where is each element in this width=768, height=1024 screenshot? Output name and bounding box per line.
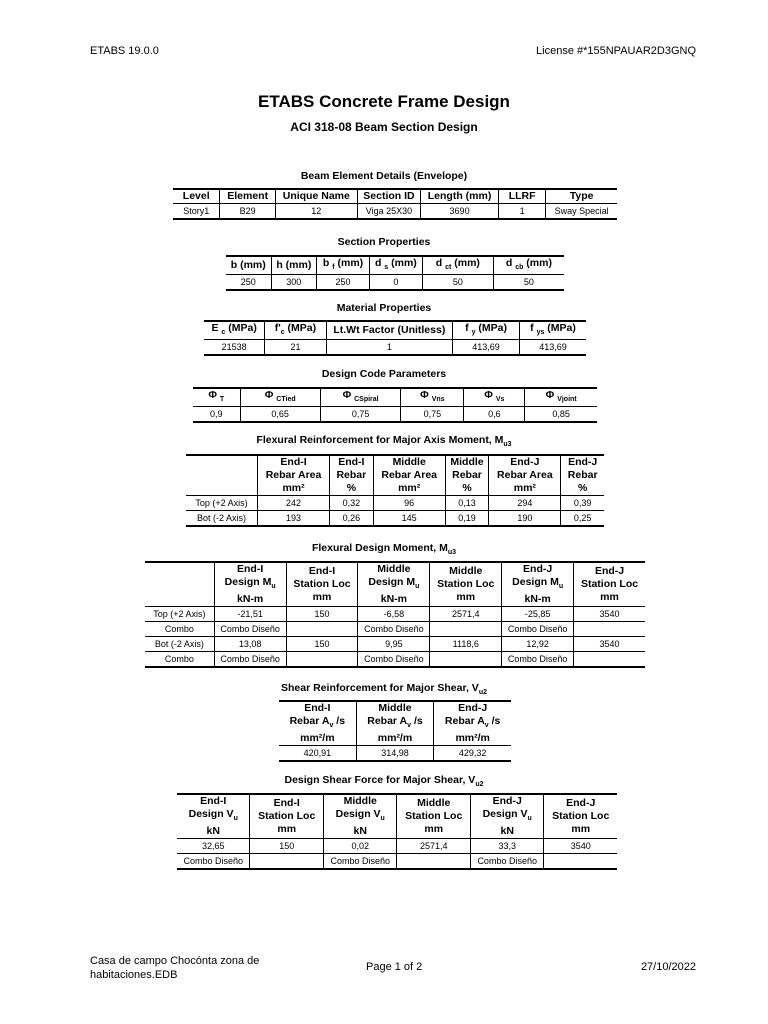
cell [430,652,502,668]
col-blank [145,562,214,607]
cell: 413,69 [453,340,520,356]
col-endi-station: End-I Station Loc mm [286,562,358,607]
cell: 420,91 [279,746,356,762]
shear-reinforcement-heading: Shear Reinforcement for Major Shear, $V_{u2}$ [281,682,487,697]
col-endi-vu: End-I Design $V_u$ kN [177,794,250,839]
col-endj-moment: End-J Design $M_u$ kN-m [502,562,574,607]
col-phi-ctied: Φ $_{CTied}$ [240,388,320,407]
cell: Sway Special [546,204,617,220]
cell: Bot (-2 Axis) [145,637,214,652]
cell: Combo Diseño [358,622,430,637]
cell: 3540 [544,839,617,854]
footer-file-name: Casa de campo Chocónta zona de habitaciones.EDB [90,955,260,981]
col-mid-avs: Middle Rebar $A_v$ /s mm²/m [356,701,434,746]
table-row [186,496,604,511]
page-subtitle: ACI 318-08 Beam Section Design [290,120,478,134]
cell: 0,39 [561,496,604,511]
cell: 33,3 [470,839,543,854]
cell [544,854,617,870]
col-llrf: LLRF [498,189,545,204]
cell [250,854,324,870]
table-row [177,854,617,870]
cell: 0,02 [323,839,396,854]
col-bf: b $_f$ (mm) [317,256,370,275]
col-endj-vu: End-J Design $V_u$ kN [470,794,543,839]
table-row [193,407,597,423]
cell: -21,51 [214,607,286,622]
cell: 0,75 [401,407,464,423]
cell: Combo Diseño [358,652,430,668]
col-element: Element [220,189,276,204]
cell [574,652,645,668]
heading-text: Design Shear Force for Major Shear, V [284,774,476,786]
table-row [204,340,586,356]
shear-reinforcement-table [279,700,511,762]
cell: 3540 [574,607,645,622]
col-endj-station: End-J Station Loc mm [544,794,617,839]
col-ltwt: Lt.Wt Factor (Unitless) [326,321,452,340]
col-endi-avs: End-I Rebar $A_v$ /s mm²/m [279,701,356,746]
design-code-table [193,387,597,423]
license-number: License #*155NPAUAR2D3GNQ [536,45,696,57]
section-properties-heading: Section Properties [337,236,431,248]
cell: 3690 [421,204,499,220]
col-b: b (mm) [226,256,271,275]
cell: 429,32 [434,746,511,762]
cell: 0,19 [445,511,489,527]
col-mid-area: Middle Rebar Area mm² [373,455,445,496]
col-endj-avs: End-J Rebar $A_v$ /s mm²/m [434,701,511,746]
cell: Combo Diseño [177,854,250,870]
cell: 12,92 [502,637,574,652]
col-blank [186,455,258,496]
table-row [145,622,645,637]
col-dct: d $_{ct}$ (mm) [422,256,493,275]
col-unique-name: Unique Name [275,189,357,204]
col-endj-rebar: End-J Rebar % [561,455,604,496]
col-h: h (mm) [271,256,317,275]
table-row [145,637,645,652]
cell: 1 [326,340,452,356]
col-endi-station: End-I Station Loc mm [250,794,324,839]
cell: 0,26 [330,511,374,527]
table-row [173,204,617,220]
cell: Combo Diseño [502,622,574,637]
table-row [145,607,645,622]
heading-text: Flexural Design Moment, M [311,542,448,554]
table-row [226,275,564,291]
cell: Combo Diseño [502,652,574,668]
cell: Combo Diseño [214,652,286,668]
cell: Combo [145,622,214,637]
table-row [186,511,604,527]
col-mid-moment: Middle Design $M_u$ kN-m [358,562,430,607]
cell [397,854,471,870]
cell: Story1 [173,204,220,220]
cell: 12 [275,204,357,220]
col-fy: f $_y$ (MPa) [453,321,520,340]
col-dcb: d $_{cb}$ (mm) [493,256,564,275]
col-mid-station: Middle Station Loc mm [430,562,502,607]
col-ec: E $_c$ (MPa) [204,321,265,340]
col-phi-vjoint: Φ $_{Vjoint}$ [525,388,597,407]
cell: 50 [422,275,493,291]
cell: 242 [258,496,330,511]
cell [430,622,502,637]
cell: 150 [286,607,358,622]
cell: 0,9 [193,407,240,423]
cell: 0,13 [445,496,489,511]
cell: 2571,4 [430,607,502,622]
col-phi-cspiral: Φ $_{CSpiral}$ [320,388,401,407]
section-properties-table [226,255,564,291]
cell: 32,65 [177,839,250,854]
cell: Combo Diseño [323,854,396,870]
shear-force-table [177,793,617,870]
col-phi-vs: Φ $_{Vs}$ [464,388,525,407]
cell: -25,85 [502,607,574,622]
heading-text: Shear Reinforcement for Major Shear, V [281,682,479,694]
cell: 145 [373,511,445,527]
cell [574,622,645,637]
design-code-heading: Design Code Parameters [321,368,447,380]
cell: 50 [493,275,564,291]
cell: 150 [286,637,358,652]
cell: Top (+2 Axis) [186,496,258,511]
cell: 0,65 [240,407,320,423]
cell: B29 [220,204,276,220]
cell: 13,08 [214,637,286,652]
heading-text: Flexural Reinforcement for Major Axis Moment, M [256,434,504,446]
cell: 0,85 [525,407,597,423]
col-fys: f $_{ys}$ (MPa) [520,321,586,340]
table-row [145,652,645,668]
col-level: Level [173,189,220,204]
col-endi-rebar: End-I Rebar % [330,455,374,496]
cell: 294 [489,496,561,511]
flexural-reinforcement-heading: Flexural Reinforcement for Major Axis Moment, $M_{u3}$ [256,434,512,449]
shear-force-heading: Design Shear Force for Major Shear, $V_{u2}$ [284,774,484,789]
cell: Viga 25X30 [357,204,421,220]
col-phi-t: Φ $_T$ [193,388,240,407]
col-endj-area: End-J Rebar Area mm² [489,455,561,496]
cell: 9,95 [358,637,430,652]
cell [286,652,358,668]
cell: 21538 [204,340,265,356]
cell: 21 [265,340,326,356]
cell: 0,6 [464,407,525,423]
footer-date: 27/10/2022 [640,961,696,973]
col-length: Length (mm) [421,189,499,204]
cell: 0,32 [330,496,374,511]
cell: 300 [271,275,317,291]
cell: 0,25 [561,511,604,527]
cell: 96 [373,496,445,511]
cell: Combo Diseño [470,854,543,870]
col-type: Type [546,189,617,204]
cell: 0 [369,275,422,291]
cell: Combo [145,652,214,668]
col-mid-vu: Middle Design $V_u$ kN [323,794,396,839]
material-properties-heading: Material Properties [336,302,432,314]
flexural-reinforcement-table [186,454,604,527]
flexural-moment-heading: Flexural Design Moment, $M_{u3}$ [311,542,457,557]
cell: Combo Diseño [214,622,286,637]
cell: 150 [250,839,324,854]
cell: 1118,6 [430,637,502,652]
col-endi-moment: End-I Design $M_u$ kN-m [214,562,286,607]
page-title: ETABS Concrete Frame Design [258,92,510,111]
cell: 193 [258,511,330,527]
cell: 314,98 [356,746,434,762]
col-ds: d $_s$ (mm) [369,256,422,275]
table-row [279,746,511,762]
cell [286,622,358,637]
cell: 2571,4 [397,839,471,854]
cell: 1 [498,204,545,220]
col-endj-station: End-J Station Loc mm [574,562,645,607]
cell: 190 [489,511,561,527]
footer-page-number: Page 1 of 2 [366,961,423,973]
cell: 413,69 [520,340,586,356]
col-section-id: Section ID [357,189,421,204]
cell: 0,75 [320,407,401,423]
material-properties-table [204,320,586,356]
cell: 250 [317,275,370,291]
cell: Bot (-2 Axis) [186,511,258,527]
col-mid-station: Middle Station Loc mm [397,794,471,839]
col-mid-rebar: Middle Rebar % [445,455,489,496]
beam-details-heading: Beam Element Details (Envelope) [300,170,468,182]
cell: Top (+2 Axis) [145,607,214,622]
table-row [177,839,617,854]
cell: 250 [226,275,271,291]
col-phi-vns: Φ $_{Vns}$ [401,388,464,407]
app-version: ETABS 19.0.0 [90,45,159,57]
flexural-moment-table [145,561,645,668]
cell: -6,58 [358,607,430,622]
beam-details-table [173,188,617,220]
col-endi-area: End-I Rebar Area mm² [258,455,330,496]
col-fc: $f'_c$ (MPa) [265,321,326,340]
cell: 3540 [574,637,645,652]
